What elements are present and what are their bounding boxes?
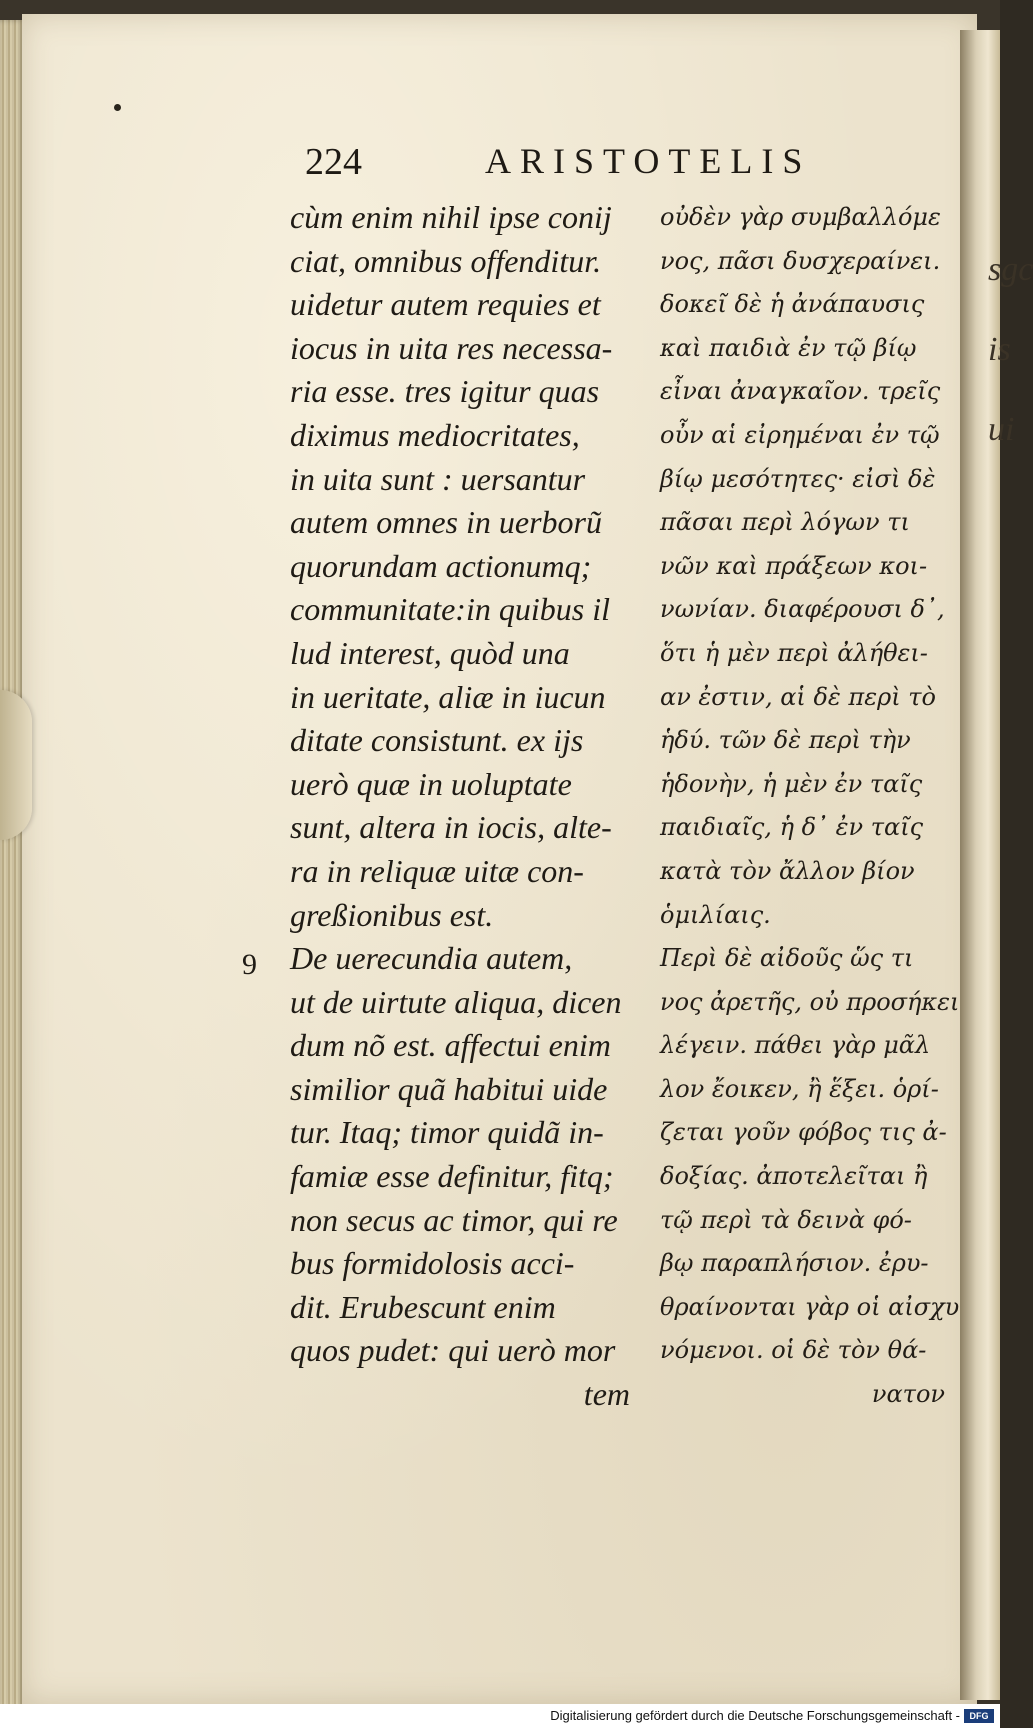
latin-text-line: sunt, altera in iocis, alte- [290, 809, 612, 846]
latin-text-line: uidetur autem requies et [290, 286, 601, 323]
latin-text-line: ra in reliquæ uitæ con- [290, 852, 584, 889]
latin-text-line: communitate:in quibus il [290, 591, 610, 628]
latin-text-line: cùm enim nihil ipse conij [290, 199, 612, 235]
greek-text-line: νος ἀρετῆς, οὐ προσήκει [660, 987, 960, 1016]
greek-text-line: δοξίας. ἀποτελεῖται ἢ [660, 1162, 928, 1191]
latin-text-line: in uita sunt : uersantur [290, 460, 586, 497]
greek-text-line: ζεται γοῦν φόβος τις ἀ- [660, 1118, 947, 1147]
greek-text-line: πᾶσαι περὶ λόγων τι [660, 508, 910, 537]
binding-tab [0, 690, 32, 840]
latin-text-line: ria esse. tres igitur quas [290, 373, 600, 410]
page-header [0, 140, 1000, 190]
latin-text-line: iocus in uita res necessa- [290, 329, 613, 366]
greek-text-line: λέγειν. πάθει γὰρ μᾶλ [660, 1031, 931, 1060]
greek-text-line: νῶν καὶ πράξεων κοι- [660, 551, 928, 580]
greek-text-line: ὁμιλίαις. [660, 900, 771, 929]
greek-text-line: θραίνονται γὰρ οἱ αἰσχυ [660, 1292, 960, 1321]
latin-text-line: ciat, omnibus offenditur. [290, 242, 602, 279]
latin-text-line: De uerecundia autem, [290, 940, 573, 977]
digitization-footer [0, 1704, 1000, 1728]
latin-text-line: greßionibus est. [290, 896, 494, 933]
latin-column [290, 196, 630, 1417]
greek-text-line: νος, πᾶσι δυσχεραίνει. [660, 246, 941, 275]
dfg-logo: DFG [964, 1709, 994, 1723]
greek-text-line: κατὰ τὸν ἄλλον βίον [660, 856, 915, 885]
greek-text-line: καὶ παιδιὰ ἐν τῷ βίῳ [660, 333, 917, 362]
latin-text-line: non secus ac timor, qui re [290, 1201, 618, 1238]
latin-text-line: lud interest, quòd una [290, 634, 570, 671]
latin-text-line: tem [583, 1376, 630, 1413]
greek-text-line: οὐδὲν γὰρ συμβαλλόμε [660, 203, 941, 231]
latin-text-line: autem omnes in uerborũ [290, 504, 602, 541]
latin-text-line: dit. Erubescunt enim [290, 1288, 556, 1325]
running-title: ARISTOTELIS [485, 141, 812, 181]
greek-text-line: τῷ περὶ τὰ δεινὰ φό- [660, 1205, 912, 1234]
latin-text-line: tur. Itaq; timor quidã in- [290, 1114, 604, 1151]
ink-dot [114, 104, 121, 111]
greek-text-line: Περὶ δὲ αἰδοῦς ὥς τι [660, 944, 914, 973]
greek-text-line: δοκεῖ δὲ ἡ ἀνάπαυσις [660, 290, 925, 319]
greek-text-line: παιδιαῖς, ἡ δ᾽ ἐν ταῖς [660, 813, 924, 842]
greek-column [660, 196, 960, 1417]
latin-text-line: similior quã habitui uide [290, 1070, 608, 1107]
latin-text-line: famiæ esse definitur, fitq; [290, 1158, 614, 1195]
latin-text-line: quos pudet: qui uerò mor [290, 1332, 616, 1369]
greek-text-line: αν ἐστιν, αἱ δὲ περὶ τὸ [660, 682, 936, 711]
facing-page-fragment: sgc is ui [988, 251, 1033, 448]
latin-text-line: dum nõ est. affectui enim [290, 1027, 611, 1064]
latin-text-line: diximus mediocritates, [290, 416, 580, 453]
latin-text-line: bus formidolosis acci- [290, 1245, 575, 1282]
section-number: 9 [242, 948, 257, 981]
greek-text-line: νωνίαν. διαφέρουσι δ᾽, [660, 595, 945, 624]
greek-text-line: ὅτι ἡ μὲν περὶ ἀλήθει- [660, 638, 928, 667]
greek-text-line: νόμενοι. οἱ δὲ τὸν θά- [660, 1336, 927, 1365]
latin-text-line: ditate consistunt. ex ijs [290, 722, 584, 759]
latin-text-line: ut de uirtute aliqua, dicen [290, 983, 622, 1020]
latin-text-line: in ueritate, aliæ in iucun [290, 678, 606, 715]
latin-text-line: quorundam actionumq; [290, 547, 592, 584]
greek-text-line: ἡδονὴν, ἡ μὲν ἐν ταῖς [660, 769, 923, 798]
footer-credit: Digitalisierung gefördert durch die Deutsche Forschungsgemeinschaft - [550, 1708, 960, 1723]
page-number: 224 [305, 141, 362, 183]
greek-text-line: εἶναι ἀναγκαῖον. τρεῖς [660, 377, 941, 406]
latin-text-line: uerò quæ in uoluptate [290, 765, 572, 802]
greek-text-line: οὖν αἱ εἰρημέναι ἐν τῷ [660, 420, 940, 449]
greek-text-line: λον ἔοικεν, ἢ ἕξει. ὁρί- [660, 1074, 939, 1103]
greek-text-line: νατον [871, 1380, 945, 1409]
greek-text-line: ἡδύ. τῶν δὲ περὶ τὴν [660, 726, 911, 755]
greek-text-line: βῳ παραπλήσιον. ἐρυ- [660, 1249, 929, 1278]
greek-text-line: βίῳ μεσότητες· εἰσὶ δὲ [660, 464, 936, 493]
